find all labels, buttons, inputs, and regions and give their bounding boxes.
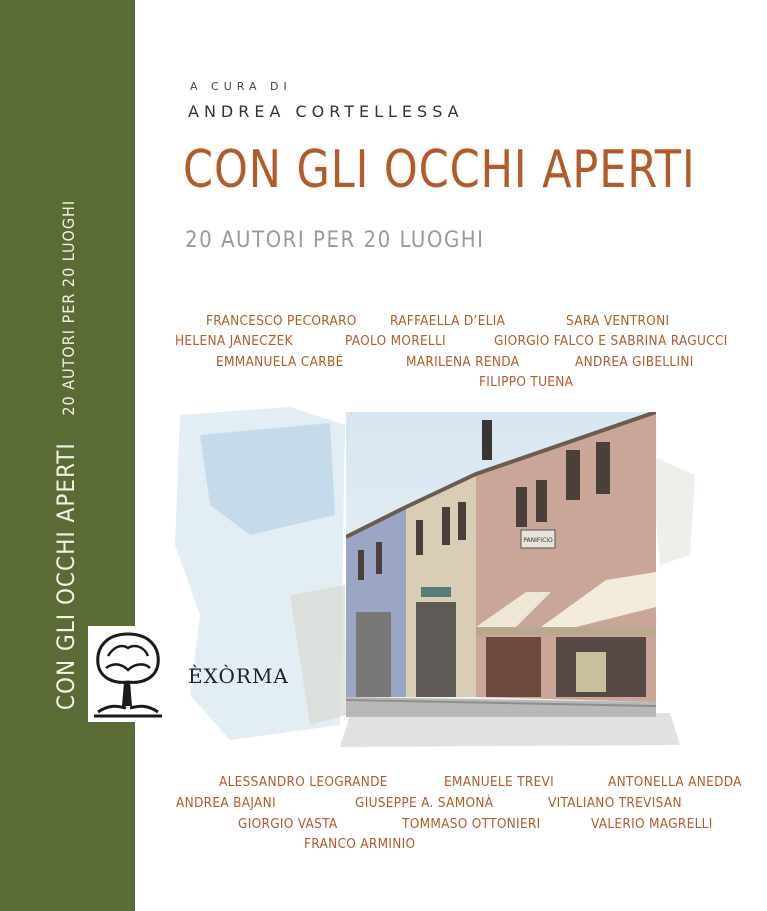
- author-name: VITALIANO TREVISAN: [548, 795, 682, 811]
- author-name: SARA VENTRONI: [566, 313, 670, 329]
- tree-logo-icon: [88, 626, 168, 722]
- author-name: VALERIO MAGRELLI: [591, 816, 713, 832]
- author-name: EMMANUELA CARBÉ: [216, 354, 344, 370]
- author-name: PAOLO MORELLI: [345, 333, 446, 349]
- publisher-name: ÈXÒRMA: [188, 664, 289, 688]
- author-name: ALESSANDRO LEOGRANDE: [219, 774, 388, 790]
- author-name: GIORGIO FALCO E SABRINA RAGUCCI: [494, 333, 728, 349]
- author-name: RAFFAELLA D’ELIA: [390, 313, 506, 329]
- author-name: GIORGIO VASTA: [238, 816, 338, 832]
- author-name: GIUSEPPE A. SAMONÀ: [355, 795, 494, 811]
- curator-label: A CURA DI: [190, 80, 292, 93]
- author-name: ANDREA GIBELLINI: [575, 354, 694, 370]
- author-name: MARILENA RENDA: [406, 354, 520, 370]
- spine-text: [52, 200, 80, 710]
- book-subtitle: 20 AUTORI PER 20 LUOGHI: [185, 228, 485, 253]
- cover-photo: [346, 412, 656, 717]
- spine-subtitle: 20 AUTORI PER 20 LUOGHI: [59, 199, 78, 416]
- book-title: CON GLI OCCHI APERTI: [183, 140, 696, 200]
- author-name: FRANCO ARMINIO: [304, 836, 416, 852]
- author-name: ANDREA BAJANI: [176, 795, 276, 811]
- author-name: FRANCESCO PECORARO: [206, 313, 357, 329]
- author-name: ANTONELLA ANEDDA: [608, 774, 742, 790]
- author-name: EMANUELE TREVI: [444, 774, 555, 790]
- spine-title: CON GLI OCCHI APERTI: [52, 442, 80, 711]
- shop-sign: PANIFICIO: [523, 537, 553, 544]
- book-spine: [0, 0, 135, 911]
- author-name: FILIPPO TUENA: [479, 374, 574, 390]
- curator-name: ANDREA CORTELLESSA: [188, 102, 464, 121]
- author-name: HELENA JANECZEK: [175, 333, 293, 349]
- author-name: TOMMASO OTTONIERI: [402, 816, 541, 832]
